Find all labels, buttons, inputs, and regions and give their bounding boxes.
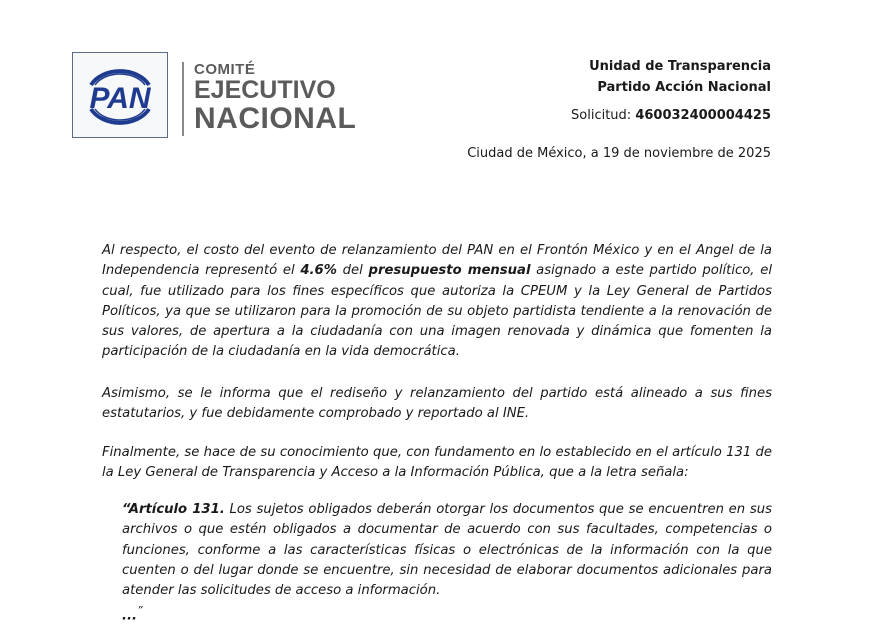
logo-divider bbox=[182, 62, 184, 136]
logo-line-3: NACIONAL bbox=[194, 102, 357, 135]
cost-percentage: 4.6% bbox=[300, 263, 337, 279]
svg-text:PAN: PAN bbox=[89, 82, 151, 115]
article-quote bbox=[122, 500, 772, 627]
paragraph-cost-text-a: Al respecto, el costo del evento de relanzamiento del PAN en el Frontón México y en el Angel de la Independencia representó el bbox=[102, 243, 772, 279]
quote-ellipsis: ... bbox=[122, 608, 138, 624]
logo-line-1: COMITÉ bbox=[194, 61, 256, 78]
paragraph-alignment: Asimismo, se le informa que el rediseño y relanzamiento del partido está alineado a sus fines estatutarios, y fue debidamente comprobado y reportado al INE. bbox=[102, 386, 772, 422]
article-text: Los sujetos obligados deberán otorgar los documentos que se encuentren en sus archivos o que estén obligados a documentar de acuerdo con sus facultades, competencias o funciones, conforme a las características físicas o electrónicas de la información con la que cuenten o del lugar donde se encuentre, sin necesidad de elaborar documentos adicionales para atender las solicitudes de acceso a información. bbox=[122, 502, 772, 599]
logo-wordmark bbox=[194, 62, 356, 134]
office-line-1: Unidad de Transparencia bbox=[589, 59, 771, 74]
logo-line-2: EJECUTIVO bbox=[194, 76, 336, 104]
quote-close: ” bbox=[137, 604, 143, 618]
date-line: Ciudad de México, a 19 de noviembre de 2025 bbox=[467, 146, 771, 161]
request-number: 460032400004425 bbox=[635, 108, 771, 123]
paragraph-legal-basis: Finalmente, se hace de su conocimiento que, con fundamento en lo establecido en el artículo 131 de la Ley General de Transparencia y Acceso a la Información Pública, que a la letra señala: bbox=[102, 445, 772, 481]
office-line-2: Partido Acción Nacional bbox=[597, 80, 771, 95]
pan-logo-icon bbox=[73, 53, 167, 137]
paragraph-cost-text-b: del bbox=[336, 263, 369, 279]
pan-logo-emblem bbox=[72, 52, 168, 138]
budget-term: presupuesto mensual bbox=[368, 263, 531, 279]
paragraph-cost bbox=[102, 241, 772, 363]
article-title: “Artículo 131. bbox=[122, 502, 225, 517]
office-heading bbox=[589, 56, 771, 98]
request-number-line bbox=[571, 108, 771, 123]
paragraph-cost-text-c: asignado a este partido político, el cual, fue utilizado para los fines específicos que autoriza la CPEUM y la Ley General de Partidos Políticos, ya que se utilizaron para la promoción de su objeto partidista tendiente a la renovación de sus valores, de apertura a la ciudadanía con una imagen renovada y dinámica que fomenten la participación de la ciudadanía en la vida democrática. bbox=[102, 263, 772, 360]
request-label: Solicitud: bbox=[571, 108, 636, 123]
